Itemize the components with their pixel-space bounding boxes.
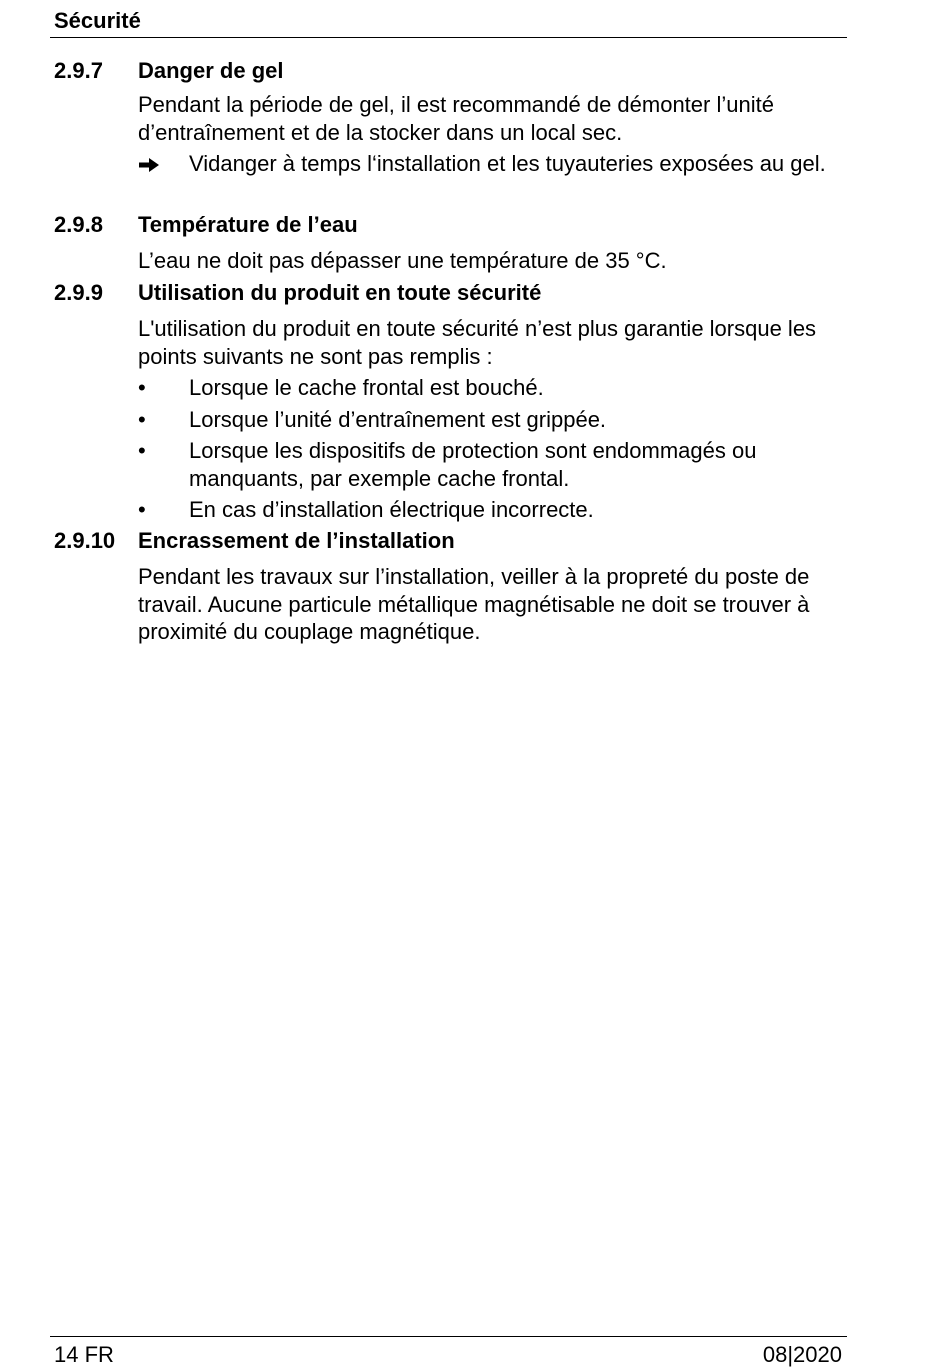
bullet-text: Lorsque les dispositifs de protection sont endommagés ou manquants, par exemple cache frontal. [189,438,757,491]
page-number: 14 FR [54,1342,114,1367]
section-heading [54,212,844,240]
section-title: Danger de gel [138,58,284,83]
bullet-text: Lorsque l’unité d’entraînement est grippée. [189,406,607,432]
edition-date: 08|2020 [762,1342,842,1367]
bullet-item [138,496,844,524]
section-title: Utilisation du produit en toute sécurité [138,280,542,305]
section-number: 2.9.10 [54,528,116,553]
section-number: 2.9.9 [54,280,103,305]
section-2-9-10 [54,528,844,646]
footer-rule [50,1336,847,1337]
section-paragraph: L’eau ne doit pas dépasser une température de 35 °C. [138,248,667,273]
bullet-marker: • [138,375,146,400]
section-heading [54,58,844,86]
action-text: Vidanger à temps l‘installation et les tuyauteries exposées au gel. [189,151,826,176]
section-paragraph: Pendant la période de gel, il est recommandé de démonter l’unité d’entraînement et de la stocker dans un local sec. [138,92,774,145]
arrow-icon [138,150,160,178]
section-heading [54,528,844,556]
section-number: 2.9.7 [54,58,103,83]
bullet-item [138,406,844,434]
bullet-marker: • [138,438,146,463]
action-item [138,150,844,178]
bullet-item [138,374,844,402]
section-2-9-7 [54,58,844,178]
section-title: Température de l’eau [138,212,358,237]
bullet-text: En cas d’installation électrique incorrecte. [189,497,594,522]
section-heading [54,280,844,308]
section-paragraph: L'utilisation du produit en toute sécurité n’est plus garantie lorsque les points suivants ne sont pas remplis : [138,316,817,369]
bullet-marker: • [138,406,146,432]
section-paragraph: Pendant les travaux sur l’installation, veiller à la propreté du poste de travail. Aucune particule métallique magnétisable ne doit se trouver à proximité du couplage magnétique. [138,564,810,644]
header-rule [50,37,847,38]
bullet-marker: • [138,497,146,522]
section-2-9-8 [54,212,844,275]
section-number: 2.9.8 [54,212,103,237]
section-title: Encrassement de l’installation [138,528,455,553]
section-2-9-9 [54,280,844,524]
page-header-title: Sécurité [54,8,141,33]
bullet-text: Lorsque le cache frontal est bouché. [189,375,544,400]
bullet-item [138,437,844,492]
